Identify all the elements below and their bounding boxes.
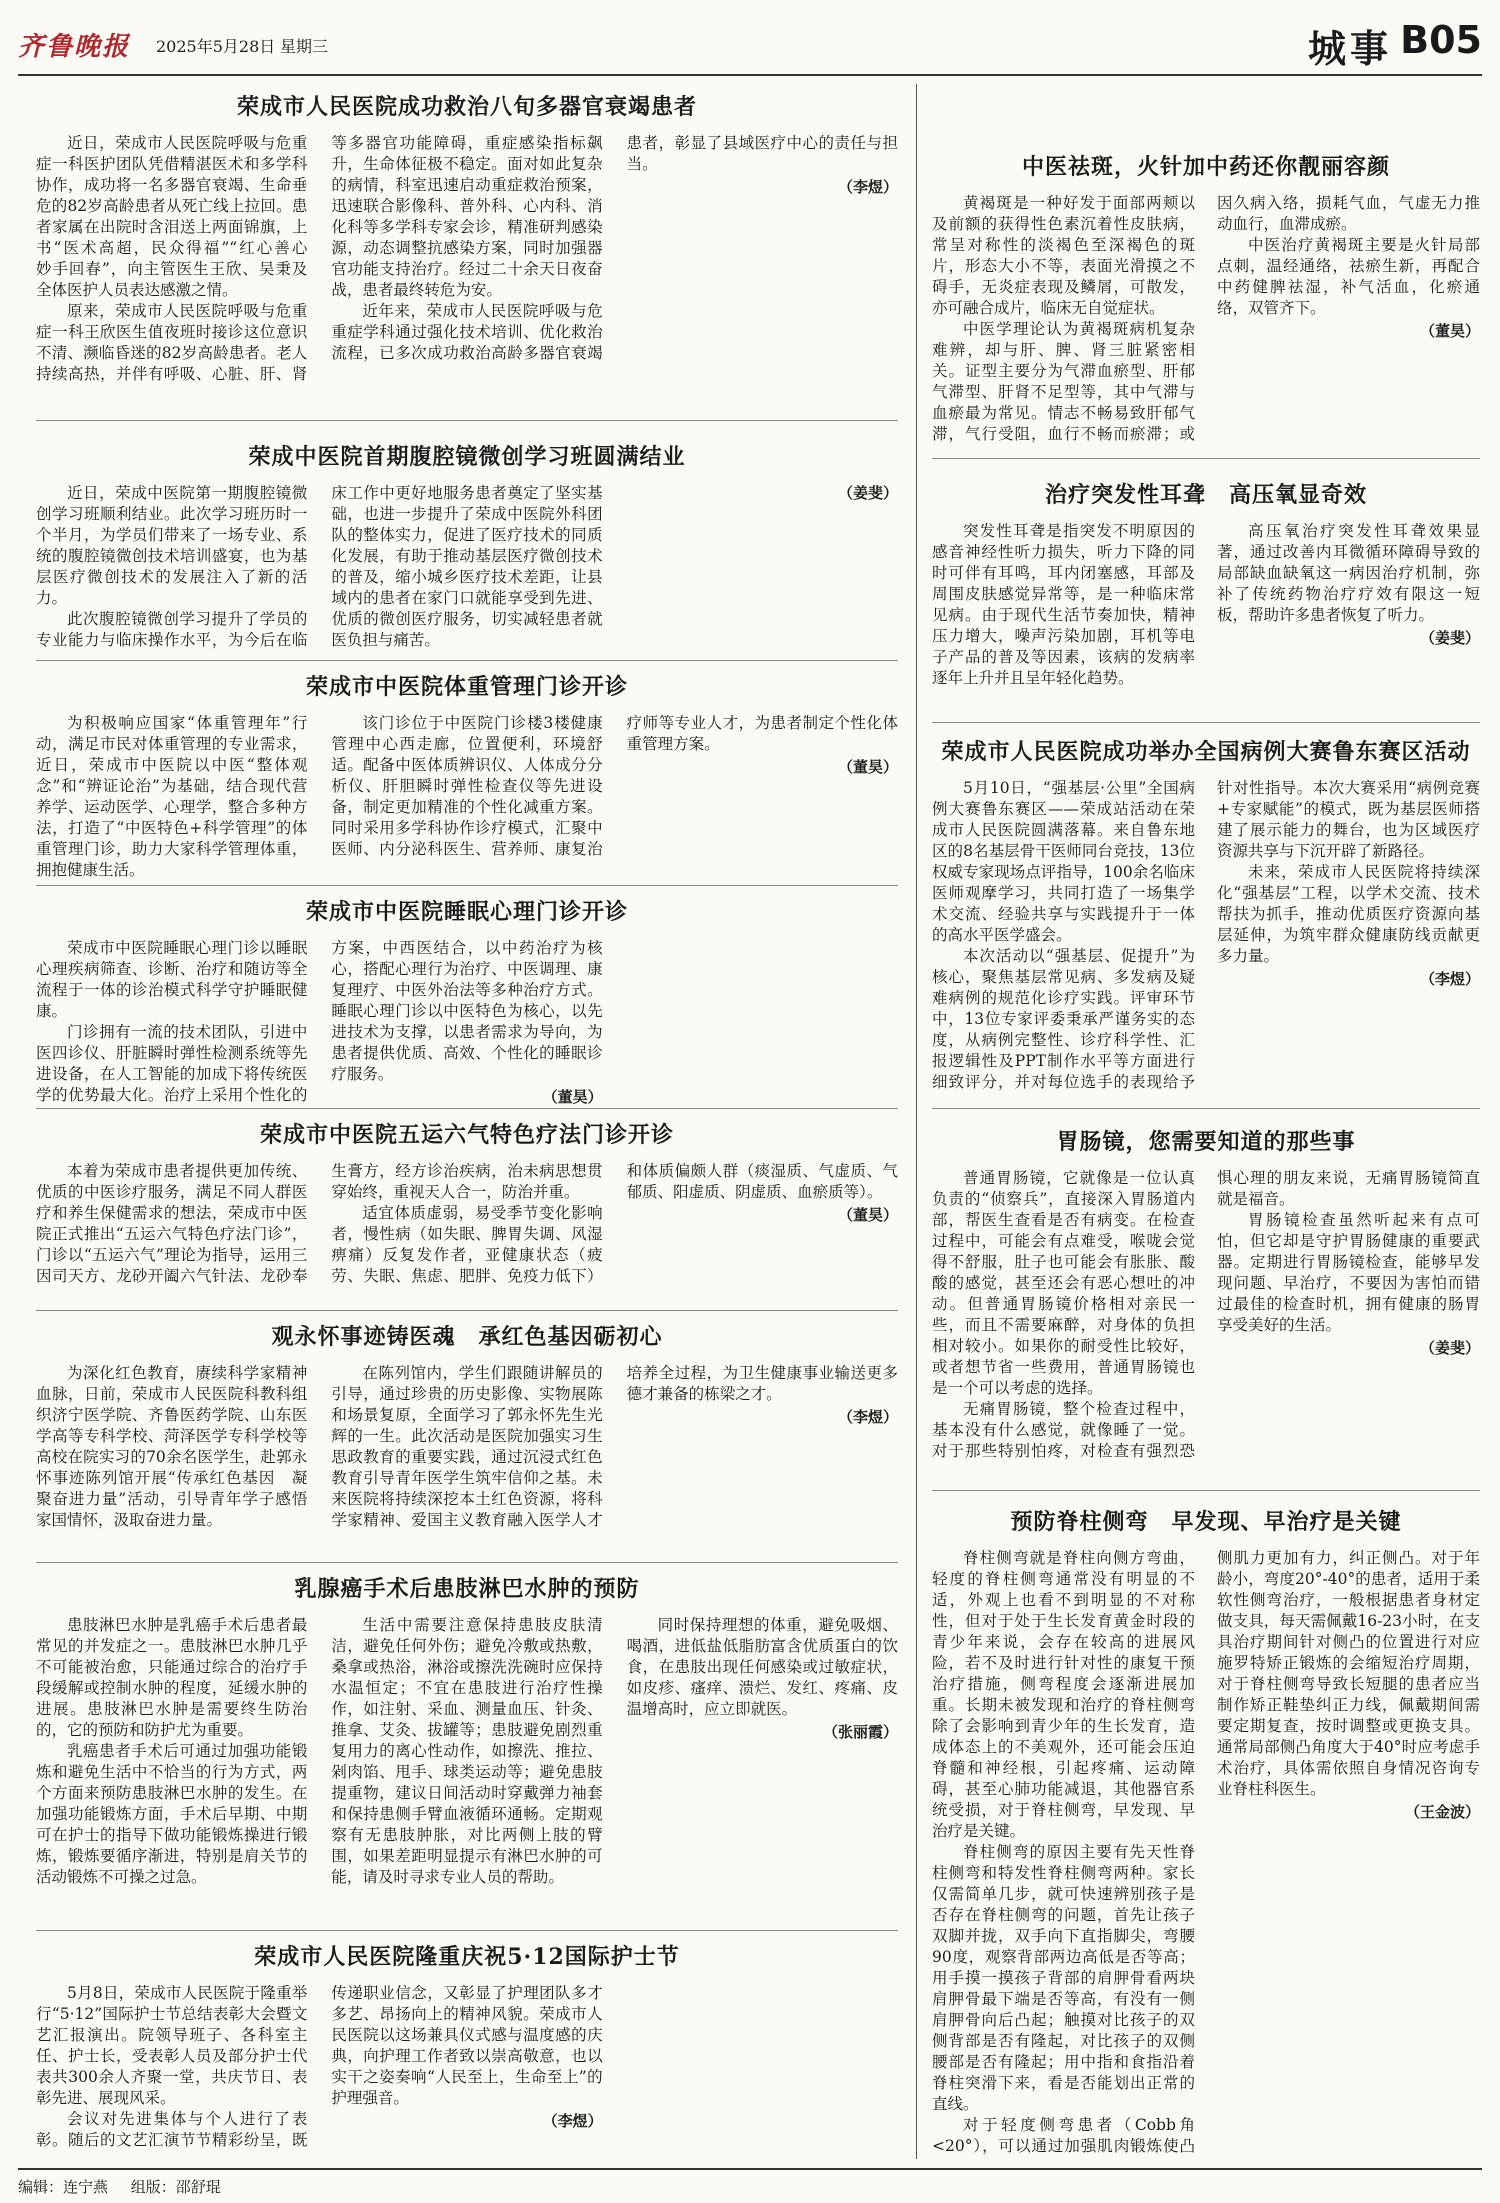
article-title: 荣成市人民医院隆重庆祝5·12国际护士节	[254, 1944, 680, 1970]
article	[36, 895, 898, 1120]
article-paragraph: 原来，荣成市人民医院呼吸与危重症一科王欣医生值夜班时接诊这位意识不清、濒临昏迷的82岁高龄患者。老人持续高热，并伴有呼吸、心脏、肝、肾等多器官功能障碍，重症感染指标飙升，生命体征极不稳定。面对如此复杂的病情，科室迅速启动重症救治预案，迅速联合影像科、普外科、心内科、消化科等多学科专家会诊，精准研判感染源，动态调整抗感染方案，同时加强器官功能支持治疗。经过二十余天日夜奋战，患者最终转危为安。	[36, 134, 603, 383]
divider	[932, 458, 1480, 459]
article-paragraph: 此次腹腔镜微创学习提升了学员的专业能力与临床操作水平，为今后在临床工作中更好地服务患者奠定了坚实基础，也进一步提升了荣成中医院外科团队的整体实力，促进了医疗技术的同质化发展，有助于推动基层医疗微创技术的普及，缩小城乡医疗技术差距，让县域内的患者在家门口就能享受到先进、优质的微创医疗服务，切实减轻患者就医负担与痛苦。	[36, 484, 603, 649]
article-paragraph: 中医治疗黄褐斑主要是火针局部点刺，温经通络，祛瘀生新，再配合中药健脾祛湿，补气活血，化瘀通络，双管齐下。	[1217, 236, 1480, 317]
article-paragraph: 未来，荣成市人民医院将持续深化“强基层”工程，以学术交流、技术帮扶为抓手，推动优质医疗资源向基层延伸，为筑牢群众健康防线贡献更多力量。	[1217, 863, 1480, 965]
article	[36, 1118, 898, 1318]
article-title: 荣成中医院首期腹腔镜微创学习班圆满结业	[248, 444, 686, 470]
article-paragraph: 突发性耳聋是指突发不明原因的感音神经性听力损失，听力下降的同时可伴有耳鸣，耳内闭塞感，耳部及周围皮肤感觉异常等，是一种临床常见病。由于现代生活节奏加快，精神压力增大，噪声污染加剧，耳机等电子产品的普及等因素，该病的发病率逐年上升并且呈年轻化趋势。	[932, 522, 1195, 687]
article-paragraph: 为深化红色教育，赓续科学家精神血脉，日前，荣成市人民医院科教科组织济宁医学院、齐鲁医药学院、山东医学高等专科学校、菏泽医学专科学校等高校在院实习的70余名医学生，赴郭永怀事迹陈列馆开展“传承红色基因 凝聚奋进力量”活动，引导青年学子感悟家国情怀，汲取奋进力量。	[36, 1364, 308, 1529]
author-signature: （董昊）	[837, 758, 898, 776]
article	[36, 1940, 898, 2160]
issue-weekday: 星期三	[280, 37, 329, 56]
article-title: 观永怀事迹铸医魂 承红色基因砺初心	[271, 1324, 663, 1350]
divider	[36, 660, 898, 661]
article-paragraph: 近年来，荣成市人民医院呼吸与危重症学科通过强化技术培训、优化救治流程，已多次成功救治高龄多器官衰竭患者，彰显了县域医疗中心的责任与担当。	[331, 134, 898, 362]
author-signature: （李煜）	[837, 1408, 898, 1426]
column-divider	[916, 84, 917, 2159]
article-paragraph: 普通胃肠镜，它就像是一位认真负责的“侦察兵”，直接深入胃肠道内部，帮医生查看是否有病变。在检查过程中，可能会有点难受，喉咙会觉得不舒服，肚子也可能会有胀胀、酸酸的感觉，甚至还会有恶心想吐的冲动。但普通胃肠镜价格相对亲民一些，而且不需要麻醉，对身体的负担相对较小。如果你的耐受性比较好，或者想节省一些费用，普通胃肠镜也是一个可以考虑的选择。	[932, 1169, 1195, 1397]
article-paragraph: 5月8日，荣成市人民医院于隆重举行“5·12”国际护士节总结表彰大会暨文艺汇报演出。院领导班子、各科室主任、护士长，受表彰人员及部分护士代表共300余人齐聚一堂，共庆节日、表彰先进、展现风采。	[36, 1984, 308, 2107]
editor-credit: 编辑：连宁燕	[18, 2178, 109, 2196]
article-paragraph: 对于轻度侧弯患者（Cobb角<20°），可以通过加强肌肉锻炼使凸侧肌力更加有力，纠正侧凸。对于年龄小，弯度20°-40°的患者，适用于柔软性侧弯治疗，一般根据患者身材定做支具，每天需佩戴16-23小时，在支具治疗期间针对侧凸的位置进行对应施罗特矫正锻炼的会缩短治疗周期，对于脊柱侧弯导致长短腿的患者应当制作矫正鞋垫纠正力线，佩戴期间需要定期复查，按时调整或更换支具。通常局部侧凸角度大于40°时应考虑手术治疗，具体需依照自身情况咨询专业脊柱科医生。	[932, 1549, 1480, 2155]
masthead	[18, 14, 1482, 76]
author-signature: （董昊）	[1419, 322, 1480, 340]
article-paragraph: 为积极响应国家“体重管理年”行动，满足市民对体重管理的专业需求，近日，荣成市中医院以中医“整体观念”和“辨证论治”为基础，结合现代营养学、运动医学、心理学，整合多种方法，打造了“中医特色+科学管理”的体重管理门诊，助力大家科学管理体重，拥抱健康生活。	[36, 714, 308, 879]
article-paragraph: 本次活动以“强基层、促提升”为核心，聚焦基层常见病、多发病及疑难病例的规范化诊疗实践。评审环节中，13位专家评委秉承严谨务实的态度，从病例完整性、诊疗科学性、汇报逻辑性及PPT制作水平等方面进行细致评分，并对每位选手的表现给予针对性指导。本次大赛采用“病例竞赛+专家赋能”的模式，既为基层医师搭建了展示能力的舞台，也为区域医疗资源共享与下沉开辟了新路径。	[932, 779, 1480, 1091]
article-paragraph: 黄褐斑是一种好发于面部两颊以及前额的获得性色素沉着性皮肤病，常呈对称性的淡褐色至深褐色的斑片，形态大小不等，表面光滑摸之不碍手，无炎症表现及鳞屑，可散发，亦可融合成片，临床无自觉症状。	[932, 194, 1195, 317]
article	[932, 1125, 1480, 1465]
article-title: 胃肠镜，您需要知道的那些事	[1056, 1129, 1356, 1155]
author-signature: （姜斐）	[1419, 629, 1480, 647]
article-paragraph: 荣成市中医院睡眠心理门诊以睡眠心理疾病筛查、诊断、治疗和随访等全流程于一体的诊治模式科学守护睡眠健康。	[36, 939, 308, 1020]
article-paragraph: 胃肠镜检查虽然听起来有点可怕，但它却是守护胃肠健康的重要武器。定期进行胃肠镜检查，能够早发现问题、早治疗，不要因为害怕而错过最佳的检查时机，拥有健康的肠胃享受美好的生活。	[1217, 1211, 1480, 1334]
author-signature: （李煜）	[837, 178, 898, 196]
issue-date: 2025年5月28日	[156, 37, 276, 56]
article-paragraph: 患肢淋巴水肿是乳癌手术后患者最常见的并发症之一。患肢淋巴水肿几乎不可能被治愈，只能通过综合的治疗手段缓解或控制水肿的程度，延缓水肿的进展。患肢淋巴水肿是需要终生防治的，它的预防和防护尤为重要。	[36, 1616, 308, 1739]
divider	[932, 1490, 1480, 1491]
article-paragraph: 在陈列馆内，学生们跟随讲解员的引导，通过珍贵的历史影像、实物展陈和场景复原，全面学习了郭永怀先生光辉的一生。此次活动是医院加强实习生思政教育的重要实践，通过沉浸式红色教育引导青年医学生筑牢信仰之基。未来医院将持续深挖本土红色资源，将科学家精神、爱国主义教育融入医学人才培养全过程，为卫生健康事业输送更多德才兼备的栋梁之才。	[331, 1364, 898, 1529]
author-signature: （张丽霞）	[822, 1723, 898, 1741]
article	[36, 90, 898, 395]
article-paragraph: 5月10日，“强基层·公里”全国病例大赛鲁东赛区——荣成站活动在荣成市人民医院圆满落幕。来自鲁东地区的8名基层骨干医师同台竞技，13位权威专家现场点评指导，100余名临床医师观摩学习，共同打造了一场集学术交流、经验共享与实践提升于一体的高水平医学盛会。	[932, 779, 1195, 944]
article	[36, 440, 898, 652]
article-title: 荣成市中医院睡眠心理门诊开诊	[305, 899, 628, 925]
article-paragraph: 脊柱侧弯就是脊柱向侧方弯曲，轻度的脊柱侧弯通常没有明显的不适，外观上也看不到明显的不对称性，但对于处于生长发育黄金时段的青少年来说，会存在较高的进展风险，若不及时进行针对性的康复干预治疗措施，侧弯程度会逐渐进展加重。长期未被发现和治疗的脊柱侧弯除了会影响到青少年的生长发育，造成体态上的不美观外，还可能会压迫脊髓和神经根，引起疼痛、运动障碍，甚至心肺功能减退，其他器官系统受损，对于脊柱侧弯，早发现、早治疗是关键。	[932, 1549, 1195, 1840]
author-signature: （董昊）	[542, 1088, 603, 1106]
article-title: 中医祛斑，火针加中药还你靓丽容颜	[1021, 154, 1390, 180]
article-title: 治疗突发性耳聋 高压氧显奇效	[1044, 482, 1367, 508]
article	[36, 1572, 898, 1924]
divider	[36, 885, 898, 886]
article-title: 荣成市人民医院成功举办全国病例大赛鲁东赛区活动	[941, 739, 1471, 765]
article	[36, 1320, 898, 1565]
article-title: 荣成市中医院体重管理门诊开诊	[305, 674, 628, 700]
article	[36, 670, 898, 885]
author-signature: （李煜）	[1419, 970, 1480, 988]
divider	[932, 722, 1480, 723]
article-paragraph: 本着为荣成市患者提供更加传统、优质的中医诊疗服务，满足不同人群医疗和养生保健需求的想法，荣成市中医院正式推出“五运六气特色疗法门诊”，门诊以“五运六气”理论为指导，运用三因司天方、龙砂开阖六气针法、龙砂奉生膏方，经方诊治疾病，治未病思想贯穿始终，重视天人合一，防治并重。	[36, 1162, 603, 1285]
article-paragraph: 同时保持理想的体重，避免吸烟、喝酒，进低盐低脂肪富含优质蛋白的饮食，在患肢出现任何感染或过敏症状，如皮疹、瘙痒、溃烂、发红、疼痛、皮温增高时，应立即就医。	[626, 1616, 898, 1718]
article-title: 荣成市人民医院成功救治八旬多器官衰竭患者	[236, 94, 697, 120]
divider	[36, 1310, 898, 1311]
article-paragraph: 该门诊位于中医院门诊楼3楼健康管理中心西走廊，位置便利，环境舒适。配备中医体质辨识仪、人体成分分析仪、肝胆瞬时弹性检查仪等先进设备，制定更加精准的个性化减重方案。同时采用多学科协作诊疗模式，汇聚中医师、内分泌科医生、营养师、康复治疗师等专业人才，为患者制定个性化体重管理方案。	[331, 714, 898, 858]
author-signature: （王金波）	[1404, 1803, 1480, 1821]
article-paragraph: 脊柱侧弯的原因主要有先天性脊柱侧弯和特发性脊柱侧弯两种。家长仅需简单几步，就可快速辨别孩子是否存在脊柱侧弯的问题，首先让孩子双脚并拢，双手向下直指脚尖，弯腰90度，观察背部两边高低是否等高；用手摸一摸孩子背部的肩胛骨看两块肩胛骨最下端是否等高，有没有一侧肩胛骨向后凸起；触摸对比孩子的双侧背部是否有隆起，对比孩子的双侧腰部是否有隆起；用中指和食指沿着脊柱突滑下来，看是否能划出正常的直线。	[932, 1843, 1195, 2113]
article-paragraph: 无痛胃肠镜，整个检查过程中，基本没有什么感觉，就像睡了一觉。对于那些特别怕疼，对检查有强烈恐惧心理的朋友来说，无痛胃肠镜简直就是福音。	[932, 1169, 1480, 1460]
article-paragraph: 近日，荣成市人民医院呼吸与危重症一科医护团队凭借精湛医术和多学科协作，成功将一名多器官衰竭、生命垂危的82岁高龄患者从死亡线上拉回。患者家属在出院时含泪送上两面锦旗，上书“医术高超，民众得福”“红心善心 妙手回春”，向主管医生王欣、吴秉及全体医护人员表达感激之情。	[36, 134, 323, 299]
author-signature: （姜斐）	[1419, 1339, 1480, 1357]
page-footer	[18, 2168, 1482, 2197]
divider	[36, 1930, 898, 1931]
divider	[36, 1562, 898, 1563]
divider	[36, 1108, 898, 1109]
newspaper-name: 齐鲁晚报	[18, 32, 131, 62]
section-title: 城事	[1307, 26, 1392, 71]
article-paragraph: 乳癌患者手术后可通过加强功能锻炼和避免生活中不恰当的行为方式，两个方面来预防患肢淋巴水肿的发生。在加强功能锻炼方面，手术后早期、中期可在护士的指导下做功能锻炼操进行锻炼，锻炼要循序渐进，特别是肩关节的活动锻炼不可操之过急。	[36, 1742, 308, 1886]
article	[932, 150, 1480, 450]
article-paragraph: 会议对先进集体与个人进行了表彰。随后的文艺汇演节节精彩纷呈，既传递职业信念，又彰显了护理团队多才多艺、昂扬向上的精神风貌。荣成市人民医院以这场兼具仪式感与温度感的庆典，向护理工作者致以崇高敬意，也以实干之姿奏响“人民至上，生命至上”的护理强音。	[36, 1984, 603, 2149]
article-paragraph: 高压氧治疗突发性耳聋效果显著，通过改善内耳微循环障碍导致的局部缺血缺氧这一病因治疗机制，弥补了传统药物治疗疗效有限这一短板，帮助许多患者恢复了听力。	[1217, 522, 1480, 624]
article	[932, 735, 1480, 1105]
article	[932, 1505, 1480, 2160]
designer-credit: 组版：邵舒琨	[130, 2178, 221, 2196]
article-title: 预防脊柱侧弯 早发现、早治疗是关键	[1010, 1509, 1402, 1535]
page-number: B05	[1400, 18, 1482, 62]
divider	[932, 1108, 1480, 1109]
author-signature: （姜斐）	[837, 484, 898, 502]
article-paragraph: 近日，荣成中医院第一期腹腔镜微创学习班顺利结业。此次学习班历时一个半月，为学员们带来了一场专业、系统的腹腔镜微创技术培训盛宴，也为基层医疗微创技术的发展注入了新的活力。	[36, 484, 308, 607]
article-paragraph: 中医学理论认为黄褐斑病机复杂难辨，却与肝、脾、肾三脏紧密相关。证型主要分为气滞血瘀型、肝郁气滞型、肝肾不足型等，其中气滞与血瘀最为常见。情志不畅易致肝郁气滞，气行受阻，血行不畅而瘀滞；或因久病入络，损耗气血，气虚无力推动血行，血滞成瘀。	[932, 194, 1480, 443]
article-paragraph: 适宜体质虚弱，易受季节变化影响者，慢性病（如失眠、脾胃失调、风湿痹痛）反复发作者，亚健康状态（疲劳、失眠、焦虑、肥胖、免疫力低下）和体质偏颇人群（痰湿质、气虚质、气郁质、阳虚质、阴虚质、血瘀质等）。	[331, 1162, 898, 1285]
article-paragraph: 门诊拥有一流的技术团队，引进中医四诊仪、肝脏瞬时弹性检测系统等先进设备，在人工智能的加成下将传统医学的优势最大化。治疗上采用个性化的方案，中西医结合，以中药治疗为核心，搭配心理行为治疗、中医调理、康复理疗、中医外治法等多种治疗方式。睡眠心理门诊以中医特色为核心，以先进技术为支撑，以患者需求为导向，为患者提供优质、高效、个性化的睡眠诊疗服务。	[36, 939, 603, 1104]
divider	[36, 420, 898, 421]
article-title: 乳腺癌手术后患肢淋巴水肿的预防	[294, 1576, 640, 1602]
article-paragraph: 生活中需要注意保持患肢皮肤清洁，避免任何外伤；避免冷敷或热敷，桑拿或热浴，淋浴或擦洗洗碗时应保持水温恒定；不宜在患肢进行治疗性操作，如注射、采血、测量血压、针灸、推拿、艾灸、拔罐等；患肢避免剧烈重复用力的离心性动作，如擦洗、推拉、剁肉馅、甩手、球类运动等；避免患肢提重物，建议日间活动时穿戴弹力袖套和保持患侧手臂血液循环通畅。定期观察有无患肢肿胀，对比两侧上肢的臂围，如果差距明显提示有淋巴水肿的可能，请及时寻求专业人员的帮助。	[331, 1616, 603, 1886]
article-title: 荣成市中医院五运六气特色疗法门诊开诊	[259, 1122, 674, 1148]
author-signature: （李煜）	[542, 2112, 603, 2130]
article	[932, 478, 1480, 718]
author-signature: （董昊）	[837, 1206, 898, 1224]
